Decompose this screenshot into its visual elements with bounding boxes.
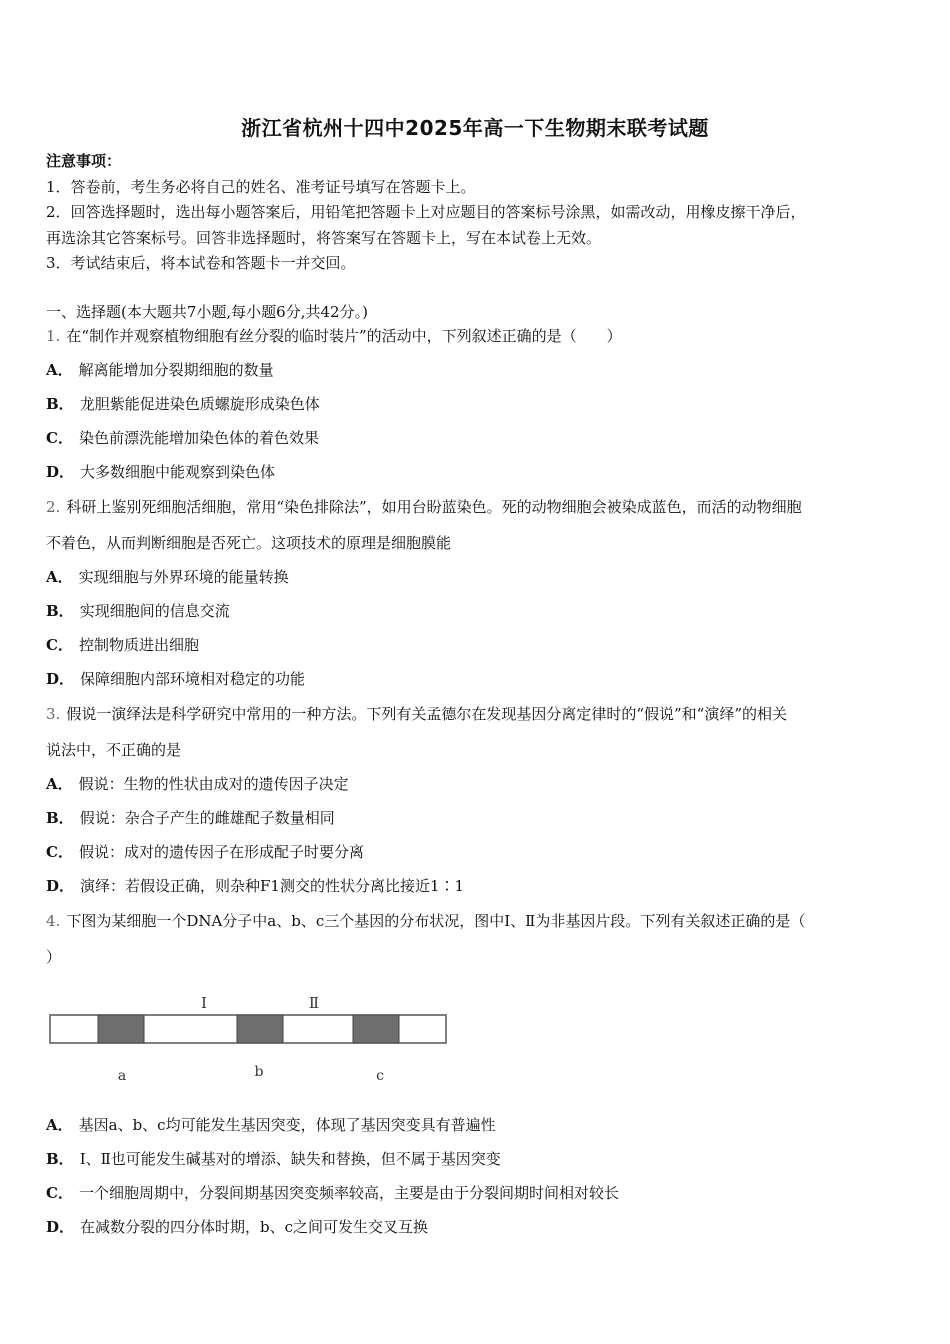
option-letter: D．: [46, 670, 75, 688]
question-2-stem-cont: 不着色，从而判断细胞是否死亡。这项技术的原理是细胞膜能: [46, 534, 452, 552]
question-number: 3.: [46, 705, 61, 723]
option-text: 控制物质进出细胞: [78, 636, 199, 654]
notice-item: 再选涂其它答案标号。回答非选择题时，将答案写在答题卡上，写在本试卷上无效。: [46, 229, 602, 247]
gene-c-block: [353, 1015, 399, 1043]
question-2-option-c: [46, 635, 199, 655]
question-2-stem: [46, 497, 802, 517]
question-2-option-b: [46, 601, 230, 621]
option-text: 假说：生物的性状由成对的遗传因子决定: [78, 775, 349, 793]
question-4-stem: [46, 911, 805, 931]
option-letter: A．: [46, 568, 73, 586]
option-letter: D．: [46, 463, 75, 481]
option-letter: C．: [46, 843, 73, 861]
segment-label-1: Ⅰ: [201, 994, 207, 1012]
option-letter: B．: [46, 395, 74, 413]
option-text: 解离能增加分裂期细胞的数量: [78, 361, 274, 379]
option-letter: D．: [46, 1218, 75, 1236]
question-4-option-d: [46, 1217, 428, 1237]
notice-heading: 注意事项：: [46, 152, 122, 170]
option-text: 龙胆紫能促进染色质螺旋形成染色体: [79, 395, 320, 413]
option-text: 染色前漂洗能增加染色体的着色效果: [78, 429, 319, 447]
question-text: 下图为某细胞一个DNA分子中a、b、c三个基因的分布状况，图中Ⅰ、Ⅱ为非基因片段。下列有关叙述正确的是（: [66, 912, 806, 930]
section-heading: 一、选择题(本大题共7小题,每小题6分,共42分。): [46, 303, 368, 321]
question-4-option-c: [46, 1183, 619, 1203]
option-text: 大多数细胞中能观察到染色体: [80, 463, 276, 481]
option-text: 实现细胞间的信息交流: [79, 602, 230, 620]
option-text: Ⅰ、Ⅱ也可能发生碱基对的增添、缺失和替换，但不属于基因突变: [79, 1150, 501, 1168]
gene-label-a: a: [117, 1068, 127, 1084]
option-letter: C．: [46, 1184, 73, 1202]
option-letter: B．: [46, 809, 74, 827]
question-text: 在“制作并观察植物细胞有丝分裂的临时装片”的活动中，下列叙述正确的是（ ）: [66, 327, 622, 345]
question-3-stem: [46, 704, 787, 724]
option-letter: C．: [46, 429, 73, 447]
option-text: 假说：成对的遗传因子在形成配子时要分离: [78, 843, 364, 861]
option-letter: B．: [46, 602, 74, 620]
question-1-option-d: [46, 462, 275, 482]
question-1-option-a: [46, 360, 274, 380]
question-3-option-c: [46, 842, 364, 862]
option-letter: B．: [46, 1150, 74, 1168]
option-text: 在减数分裂的四分体时期，b、c之间可发生交叉互换: [80, 1218, 429, 1236]
page-title: 浙江省杭州十四中2025年高一下生物期末联考试题: [241, 116, 709, 140]
option-letter: A．: [46, 775, 73, 793]
question-text: 假说一演绎法是科学研究中常用的一种方法。下列有关孟德尔在发现基因分离定律时的“假说”和“演绎”的相关: [66, 705, 787, 723]
option-text: 保障细胞内部环境相对稳定的功能: [80, 670, 306, 688]
question-1-option-c: [46, 428, 319, 448]
gene-label-b: b: [254, 1064, 264, 1080]
notice-item: 3．考试结束后，将本试卷和答题卡一并交回。: [46, 254, 356, 272]
option-text: 实现细胞与外界环境的能量转换: [78, 568, 289, 586]
question-3-option-b: [46, 808, 335, 828]
gene-label-c: c: [376, 1068, 384, 1084]
question-number: 2.: [46, 498, 61, 516]
question-1-stem: [46, 326, 622, 346]
question-2-option-a: [46, 567, 289, 587]
question-4-option-a: [46, 1115, 496, 1135]
question-3-option-d: [46, 876, 464, 896]
question-4-option-b: [46, 1149, 501, 1169]
question-3-stem-cont: 说法中，不正确的是: [46, 741, 182, 759]
question-text: 科研上鉴别死细胞活细胞，常用“染色排除法”，如用台盼蓝染色。死的动物细胞会被染成蓝色，而活的动物细胞: [66, 498, 802, 516]
option-text: 一个细胞周期中，分裂间期基因突变频率较高，主要是由于分裂间期时间相对较长: [78, 1184, 619, 1202]
gene-b-block: [237, 1015, 283, 1043]
option-letter: A．: [46, 361, 73, 379]
question-number: 4.: [46, 912, 61, 930]
question-2-option-d: [46, 669, 305, 689]
question-4-stem-cont: ）: [46, 948, 62, 966]
gene-a-block: [98, 1015, 144, 1043]
question-3-option-a: [46, 774, 349, 794]
question-number: 1.: [46, 327, 61, 345]
option-text: 假说：杂合子产生的雌雄配子数量相同: [79, 809, 335, 827]
option-text: 基因a、b、c均可能发生基因突变，体现了基因突变具有普遍性: [78, 1116, 496, 1134]
segment-label-2: Ⅱ: [308, 994, 320, 1012]
option-letter: C．: [46, 636, 73, 654]
option-letter: A．: [46, 1116, 73, 1134]
notice-item: 2．回答选择题时，选出每小题答案后，用铅笔把答题卡上对应题目的答案标号涂黑，如需改动，用橡皮擦干净后，: [46, 203, 806, 221]
option-text: 演绎：若假设正确，则杂种F1测交的性状分离比接近1∶1: [80, 877, 465, 895]
question-1-option-b: [46, 394, 320, 414]
option-letter: D．: [46, 877, 75, 895]
dna-gene-diagram: [48, 990, 448, 1090]
notice-item: 1．答卷前，考生务必将自己的姓名、准考证号填写在答题卡上。: [46, 178, 476, 196]
